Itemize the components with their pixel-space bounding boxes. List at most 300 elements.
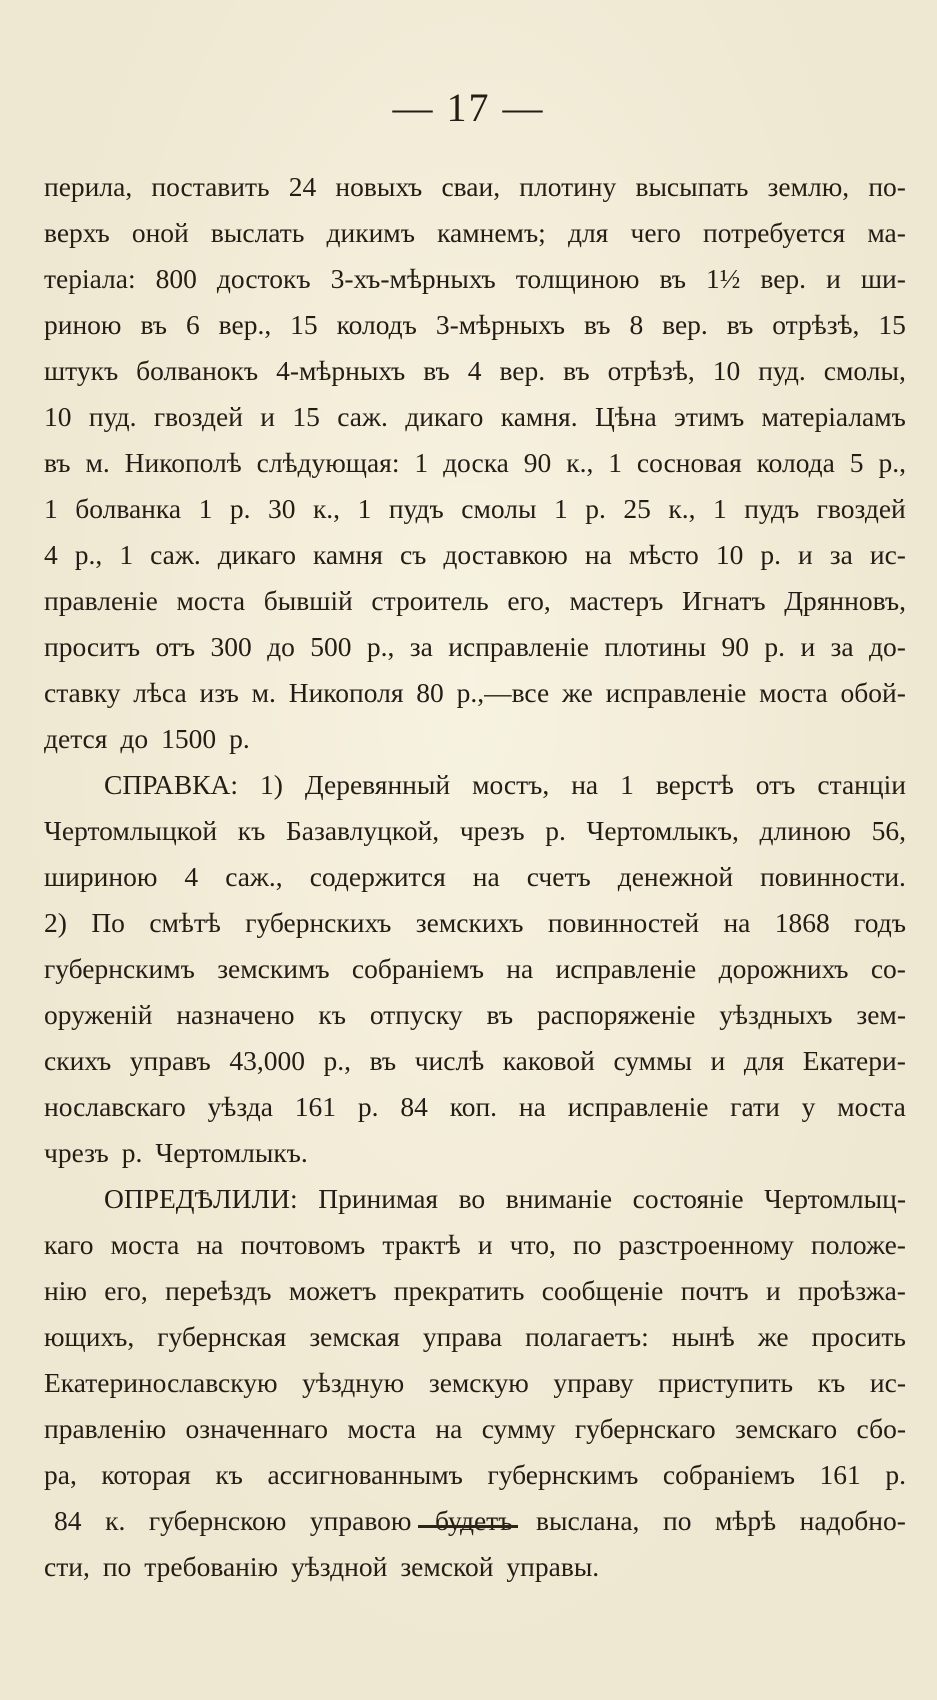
word: пудъ xyxy=(388,493,444,524)
word: 1 xyxy=(119,539,134,570)
word: сти, xyxy=(44,1551,90,1582)
word: верхъ xyxy=(44,217,110,248)
word: же xyxy=(757,1321,789,1352)
word: уѣзда xyxy=(207,1091,273,1122)
word: 10 xyxy=(44,401,72,432)
word: вер. xyxy=(499,355,546,386)
word: р. xyxy=(121,1137,143,1168)
text-line xyxy=(44,1038,906,1084)
word: ющихъ, xyxy=(44,1321,135,1352)
word: земская xyxy=(309,1321,400,1352)
word: моста xyxy=(837,1091,906,1122)
word: требованію xyxy=(144,1551,279,1582)
word: гати xyxy=(730,1091,780,1122)
text-line xyxy=(44,808,906,854)
word: строитель xyxy=(371,585,489,616)
word: переѣздъ xyxy=(165,1275,272,1306)
word: смѣтѣ xyxy=(149,907,221,938)
word: губернскаго xyxy=(574,1413,716,1444)
word: въ xyxy=(423,355,450,386)
word: ставку xyxy=(44,677,121,708)
word: р., xyxy=(323,1045,352,1076)
word: дикимъ xyxy=(326,217,415,248)
word: р. xyxy=(229,493,251,524)
word: к., xyxy=(566,447,594,478)
word: шириною xyxy=(44,861,158,892)
word: въ xyxy=(726,309,754,340)
word: плотины xyxy=(604,631,707,662)
word: 4 xyxy=(467,355,482,386)
word: р., xyxy=(366,631,395,662)
word: для xyxy=(567,217,609,248)
word: 10 xyxy=(715,539,744,570)
word: нынѣ xyxy=(671,1321,735,1352)
word: р. xyxy=(760,539,781,570)
word: отпуску xyxy=(369,999,463,1030)
word: м. xyxy=(251,677,276,708)
word: 56, xyxy=(871,815,906,846)
word: по xyxy=(102,1551,132,1582)
word: Чертомлыкъ. xyxy=(155,1137,308,1168)
word: и xyxy=(260,401,276,432)
word: Чертомлыкъ, xyxy=(586,815,739,846)
word: 80 xyxy=(416,677,444,708)
word: на xyxy=(571,769,599,800)
word: пудъ xyxy=(744,493,800,524)
word: сообщеніе xyxy=(541,1275,664,1306)
word: проситъ xyxy=(44,631,141,662)
word: 5 xyxy=(849,447,864,478)
word: доска xyxy=(443,447,509,478)
word: моста xyxy=(176,585,246,616)
word: 300 xyxy=(210,631,252,662)
word: въ xyxy=(659,263,686,294)
text-line xyxy=(44,256,906,302)
word: нославскаго xyxy=(44,1091,186,1122)
word: въ xyxy=(44,447,71,478)
word: повинности. xyxy=(760,861,906,892)
text-line xyxy=(44,578,906,624)
text-line xyxy=(44,1084,906,1130)
word: 1 xyxy=(44,493,58,524)
word: камня. xyxy=(500,401,578,432)
word: каковой xyxy=(502,1045,595,1076)
word: 90 xyxy=(523,447,552,478)
word: уѣздной xyxy=(291,1551,388,1582)
word: к., xyxy=(312,493,341,524)
word: у xyxy=(801,1091,816,1122)
word: отъ xyxy=(755,769,796,800)
word: р. xyxy=(357,1091,379,1122)
word: на xyxy=(196,1229,224,1260)
word: исправленіе xyxy=(605,677,747,708)
word: 800 xyxy=(155,263,197,294)
word: на xyxy=(723,907,751,938)
word: правленіе xyxy=(44,585,158,616)
word: смолы xyxy=(461,493,537,524)
word: до xyxy=(267,631,295,662)
word: управою xyxy=(309,1505,412,1536)
word: назначено xyxy=(176,999,295,1030)
word: СПРАВКА: xyxy=(104,769,239,800)
word: для xyxy=(743,1045,785,1076)
word: управа xyxy=(422,1321,503,1352)
word: проѣзжа- xyxy=(798,1275,906,1306)
word: дорожнихъ xyxy=(718,953,849,984)
word: моста xyxy=(110,1229,180,1260)
word: которая xyxy=(101,1459,191,1490)
word: мѣсто xyxy=(628,539,699,570)
text-line xyxy=(44,1452,906,1498)
word: 161 xyxy=(819,1459,861,1490)
word: земскихъ xyxy=(415,907,524,938)
word: мѣрѣ xyxy=(715,1505,777,1536)
word: доставкою xyxy=(443,539,568,570)
text-line xyxy=(44,1406,906,1452)
word: 84 xyxy=(400,1091,428,1122)
word: 4-мѣрныхъ xyxy=(276,355,406,386)
word: обой- xyxy=(840,677,906,708)
word: его, xyxy=(507,585,551,616)
word: за xyxy=(829,539,853,570)
word: длиною xyxy=(759,815,851,846)
word: и xyxy=(798,539,813,570)
word: будетъ xyxy=(435,1505,513,1536)
word: камня xyxy=(312,539,383,570)
text-line xyxy=(44,394,906,440)
word: разстроенному xyxy=(618,1229,794,1260)
word: выслать xyxy=(210,217,305,248)
word: повинностей xyxy=(547,907,700,938)
word: 161 xyxy=(294,1091,337,1122)
text-line xyxy=(44,670,906,716)
word: приступить xyxy=(658,1367,794,1398)
body-text xyxy=(44,164,906,1590)
word: Деревянный xyxy=(304,769,451,800)
text-line xyxy=(44,900,906,946)
word: прекратить xyxy=(393,1275,525,1306)
word: положе- xyxy=(811,1229,906,1260)
text-line xyxy=(44,1176,906,1222)
word: въ xyxy=(583,309,611,340)
word: 1 xyxy=(357,493,372,524)
text-line xyxy=(44,440,906,486)
word: собраніемъ xyxy=(351,953,484,984)
word: нію xyxy=(44,1275,87,1306)
word: просить xyxy=(811,1321,906,1352)
word: 3-хъ-мѣрныхъ xyxy=(330,263,496,294)
word: 90 xyxy=(721,631,750,662)
word: 24 xyxy=(288,171,317,202)
word: на xyxy=(506,953,534,984)
word: Цѣна xyxy=(594,401,657,432)
word: до- xyxy=(869,631,906,662)
word: собраніемъ xyxy=(662,1459,795,1490)
word: мастеръ xyxy=(569,585,664,616)
word: его, xyxy=(104,1275,148,1306)
word: и xyxy=(477,1229,493,1260)
word: земской xyxy=(400,1551,494,1582)
word: полагаетъ: xyxy=(525,1321,649,1352)
word: отрѣзѣ, xyxy=(772,309,860,340)
text-line xyxy=(44,348,906,394)
word: управу xyxy=(553,1367,634,1398)
word: содержится xyxy=(309,861,446,892)
word: вер. xyxy=(662,309,708,340)
word: теріала: xyxy=(44,263,136,294)
word: ис- xyxy=(869,539,906,570)
text-line xyxy=(44,1544,906,1590)
word: на xyxy=(518,1091,546,1122)
word: 1500 xyxy=(161,723,217,754)
word: 4 xyxy=(44,539,58,570)
word: смолы, xyxy=(823,355,906,386)
word: по- xyxy=(868,171,906,202)
text-line xyxy=(44,624,906,670)
word: 15 xyxy=(878,309,906,340)
word: коп. xyxy=(449,1091,498,1122)
word: камнемъ; xyxy=(437,217,546,248)
word: перила, xyxy=(44,171,133,202)
word: въ xyxy=(563,355,590,386)
text-line xyxy=(44,1360,906,1406)
word: до xyxy=(120,723,149,754)
word: къ xyxy=(215,1459,243,1490)
word: новыхъ xyxy=(335,171,423,202)
word: въ xyxy=(140,309,167,340)
word: трактѣ xyxy=(382,1229,461,1260)
word: и xyxy=(826,263,841,294)
word: пуд. xyxy=(88,401,137,432)
word: 1) xyxy=(260,769,283,800)
word: за xyxy=(830,631,854,662)
word: сумму xyxy=(481,1413,556,1444)
word: Чертомлыц- xyxy=(764,1183,906,1214)
word: губернскимъ xyxy=(487,1459,639,1490)
word: р. xyxy=(545,815,566,846)
word: управы. xyxy=(506,1551,600,1582)
word: 30 xyxy=(267,493,296,524)
word: зем- xyxy=(856,999,906,1030)
word: Базавлуцкой, xyxy=(285,815,440,846)
text-line xyxy=(44,302,906,348)
word: 15 xyxy=(292,401,320,432)
word: чрезъ xyxy=(459,815,525,846)
word: 8 xyxy=(629,309,644,340)
word: 15 xyxy=(290,309,318,340)
word: р., xyxy=(74,539,103,570)
word: станціи xyxy=(817,769,906,800)
word: штукъ xyxy=(44,355,119,386)
word: выслана, xyxy=(536,1505,640,1536)
word: означеннаго xyxy=(185,1413,328,1444)
word: Никополѣ xyxy=(124,447,242,478)
word: по xyxy=(662,1505,692,1536)
word: слѣдующая: xyxy=(256,447,400,478)
word: саж. xyxy=(150,539,201,570)
word: верстѣ xyxy=(655,769,734,800)
word: потребуется xyxy=(703,217,846,248)
word: лѣса xyxy=(133,677,187,708)
section-divider-rule xyxy=(418,1525,518,1528)
word: дикаго xyxy=(405,401,484,432)
word: Чертомлыцкой xyxy=(44,815,218,846)
word: годъ xyxy=(854,907,906,938)
word: отъ xyxy=(155,631,196,662)
word: 3-мѣрныхъ xyxy=(435,309,565,340)
word: бывшій xyxy=(263,585,353,616)
word: 1 xyxy=(198,493,213,524)
word: исправленіе xyxy=(448,631,589,662)
word: Екатери- xyxy=(802,1045,906,1076)
word: мостъ, xyxy=(472,769,550,800)
word: 84 xyxy=(54,1505,82,1536)
word: и xyxy=(800,631,816,662)
word: и xyxy=(710,1045,726,1076)
word: гвоздей xyxy=(816,493,906,524)
word: земскимъ xyxy=(217,953,330,984)
word: изъ xyxy=(199,677,239,708)
word: Екатеринославскую xyxy=(44,1367,278,1398)
word: болванокъ xyxy=(136,355,259,386)
word: р. xyxy=(585,493,606,524)
text-line xyxy=(44,854,906,900)
word: распоряженіе xyxy=(536,999,696,1030)
word: 1868 xyxy=(774,907,830,938)
word: р. xyxy=(229,723,250,754)
word: оной xyxy=(131,217,189,248)
word: вер. xyxy=(760,263,807,294)
word: матеріаламъ xyxy=(761,401,906,432)
word: суммы xyxy=(613,1045,692,1076)
word: къ xyxy=(237,815,266,846)
word: чрезъ xyxy=(44,1137,109,1168)
word: вер., xyxy=(218,309,272,340)
word: поставить xyxy=(151,171,270,202)
word: плотину xyxy=(519,171,617,202)
word: высыпать xyxy=(635,171,749,202)
word: Принимая xyxy=(318,1183,439,1214)
text-line xyxy=(44,1314,906,1360)
word: Игнатъ xyxy=(681,585,766,616)
word: на xyxy=(584,539,612,570)
word: 1 xyxy=(608,447,622,478)
text-line xyxy=(44,946,906,992)
word: ма- xyxy=(867,217,906,248)
word: пуд. xyxy=(758,355,806,386)
word: ОПРЕДѢЛИЛИ: xyxy=(104,1183,298,1214)
word: со- xyxy=(870,953,906,984)
word: 1 xyxy=(712,493,727,524)
word: 1 xyxy=(414,447,429,478)
word: м. xyxy=(85,447,110,478)
word: губернскою xyxy=(148,1505,287,1536)
word: Никополя xyxy=(288,677,404,708)
word: во xyxy=(458,1183,486,1214)
word: дикаго xyxy=(217,539,296,570)
word: 43,000 xyxy=(229,1045,305,1076)
word: правленію xyxy=(44,1413,167,1444)
text-line xyxy=(44,486,906,532)
word: къ xyxy=(817,1367,846,1398)
word: по xyxy=(573,1229,602,1260)
word: 1½ xyxy=(706,263,741,294)
word: болванка xyxy=(75,493,182,524)
word: на xyxy=(472,861,500,892)
word: съ xyxy=(399,539,427,570)
word: землю, xyxy=(767,171,850,202)
word: ши- xyxy=(860,263,906,294)
word: р. xyxy=(764,631,786,662)
word: 500 xyxy=(310,631,352,662)
word: этимъ xyxy=(674,401,745,432)
word: же xyxy=(561,677,593,708)
word: 2) xyxy=(44,907,67,938)
word: ассигнованнымъ xyxy=(267,1459,463,1490)
text-line xyxy=(44,992,906,1038)
word: чего xyxy=(630,217,681,248)
word: и xyxy=(765,1275,781,1306)
word: земскаго xyxy=(734,1413,838,1444)
word: достокъ xyxy=(216,263,311,294)
word: 1 xyxy=(620,769,634,800)
text-line xyxy=(44,762,906,808)
word: колода xyxy=(756,447,835,478)
text-line xyxy=(44,164,906,210)
word: 6 xyxy=(185,309,200,340)
word: скихъ xyxy=(44,1045,112,1076)
word: числѣ xyxy=(414,1045,485,1076)
text-line xyxy=(44,210,906,256)
word: земскую xyxy=(428,1367,529,1398)
bleed-through-shadow xyxy=(30,140,910,166)
word: каго xyxy=(44,1229,94,1260)
word: губернскимъ xyxy=(44,953,195,984)
bleed-through-shadow xyxy=(30,1600,910,1626)
text-line xyxy=(44,1268,906,1314)
word: сбо- xyxy=(856,1413,906,1444)
word: состояніе xyxy=(632,1183,744,1214)
word: губернскихъ xyxy=(245,907,392,938)
word: исправленіе xyxy=(567,1091,709,1122)
word: губернская xyxy=(157,1321,287,1352)
word: моста xyxy=(759,677,828,708)
word: 10 xyxy=(712,355,741,386)
word: денежной xyxy=(617,861,734,892)
word: что, xyxy=(509,1229,556,1260)
word: надобно- xyxy=(799,1505,906,1536)
word: к. xyxy=(105,1505,126,1536)
word: сосновая xyxy=(636,447,742,478)
word: отрѣзѣ, xyxy=(607,355,695,386)
word: р. xyxy=(885,1459,906,1490)
page-number: — 17 — xyxy=(392,85,545,130)
word: оруженій xyxy=(44,999,153,1030)
word: на xyxy=(435,1413,463,1444)
word: можетъ xyxy=(288,1275,377,1306)
text-line xyxy=(44,532,906,578)
word: 1 xyxy=(553,493,568,524)
word: р.,—все xyxy=(456,677,550,708)
text-line xyxy=(44,1130,906,1176)
word: Дрянновъ, xyxy=(784,585,906,616)
word: ис- xyxy=(869,1367,906,1398)
word: 4 xyxy=(184,861,199,892)
word: уѣздную xyxy=(302,1367,405,1398)
word: счетъ xyxy=(526,861,591,892)
word: р., xyxy=(878,447,906,478)
word: к., xyxy=(668,493,696,524)
